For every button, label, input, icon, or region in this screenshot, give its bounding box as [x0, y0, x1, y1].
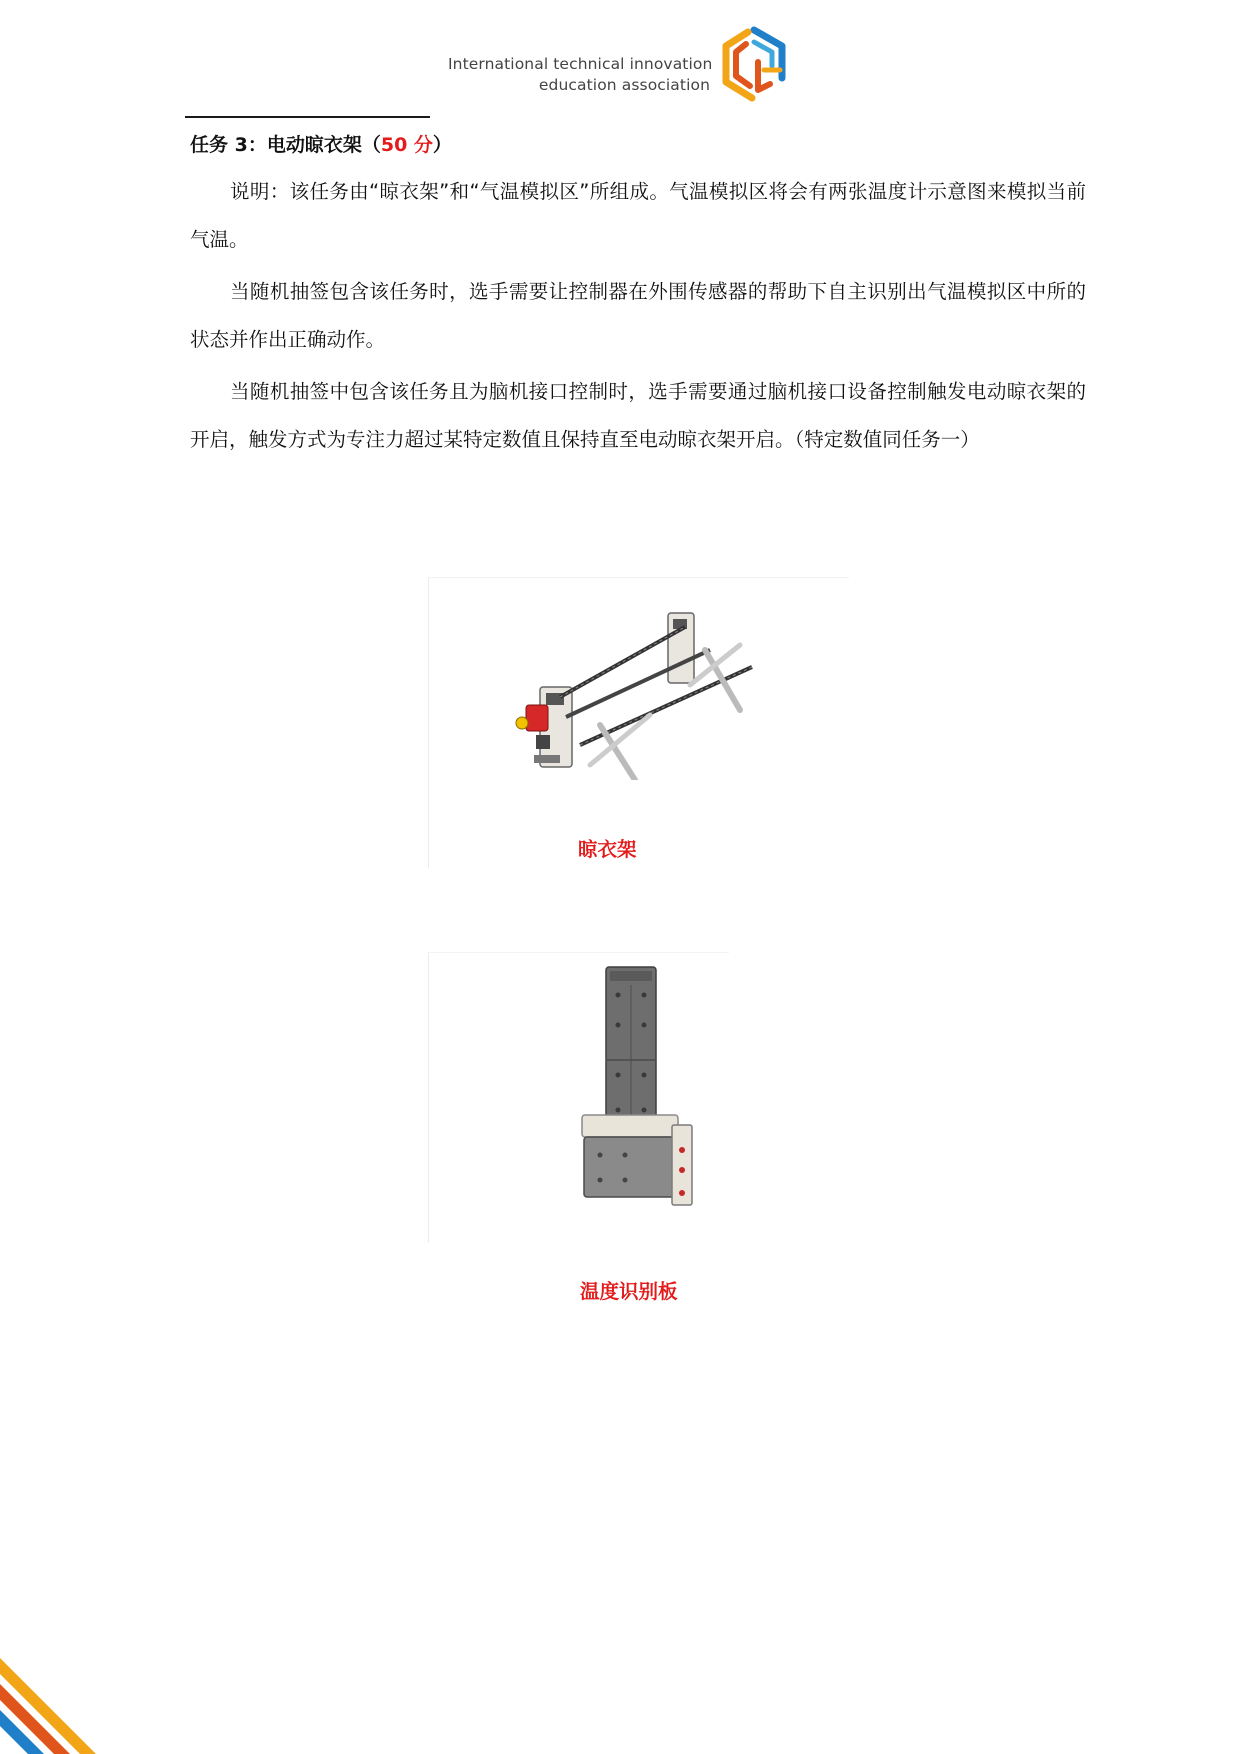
temperature-board-illustration	[580, 965, 695, 1235]
organization-name-line-2: education association	[538, 76, 710, 94]
auto-mode-paragraph: 当随机抽签包含该任务时，选手需要让控制器在外围传感器的帮助下自主识别出气温模拟区中所的状态并作出正确动作。	[190, 280, 1086, 351]
task-score: 50 分	[380, 134, 433, 156]
bci-mode-paragraph: 当随机抽签中包含该任务且为脑机接口控制时，选手需要通过脑机接口设备控制触发电动晾衣架的开启，触发方式为专注力超过某特定数值且保持直至电动晾衣架开启。（特定数值同任务一）	[190, 380, 1086, 451]
association-logo-icon	[718, 26, 790, 106]
clothes-rack-caption: 晾衣架	[578, 838, 637, 861]
corner-stripes-icon	[0, 1640, 110, 1754]
organization-name	[448, 54, 713, 96]
task-title	[190, 130, 452, 160]
task-title-suffix: ）	[432, 134, 452, 156]
header-rule	[185, 116, 430, 118]
organization-name-line-1: International technical innovation	[448, 55, 713, 73]
clothes-rack-illustration	[510, 605, 780, 780]
description-paragraph: 说明：该任务由“晾衣架”和“气温模拟区”所组成。气温模拟区将会有两张温度计示意图来模拟当前气温。	[190, 180, 1086, 251]
temperature-board-caption: 温度识别板	[580, 1280, 678, 1303]
task-title-prefix: 任务 3：电动晾衣架（	[190, 134, 381, 156]
